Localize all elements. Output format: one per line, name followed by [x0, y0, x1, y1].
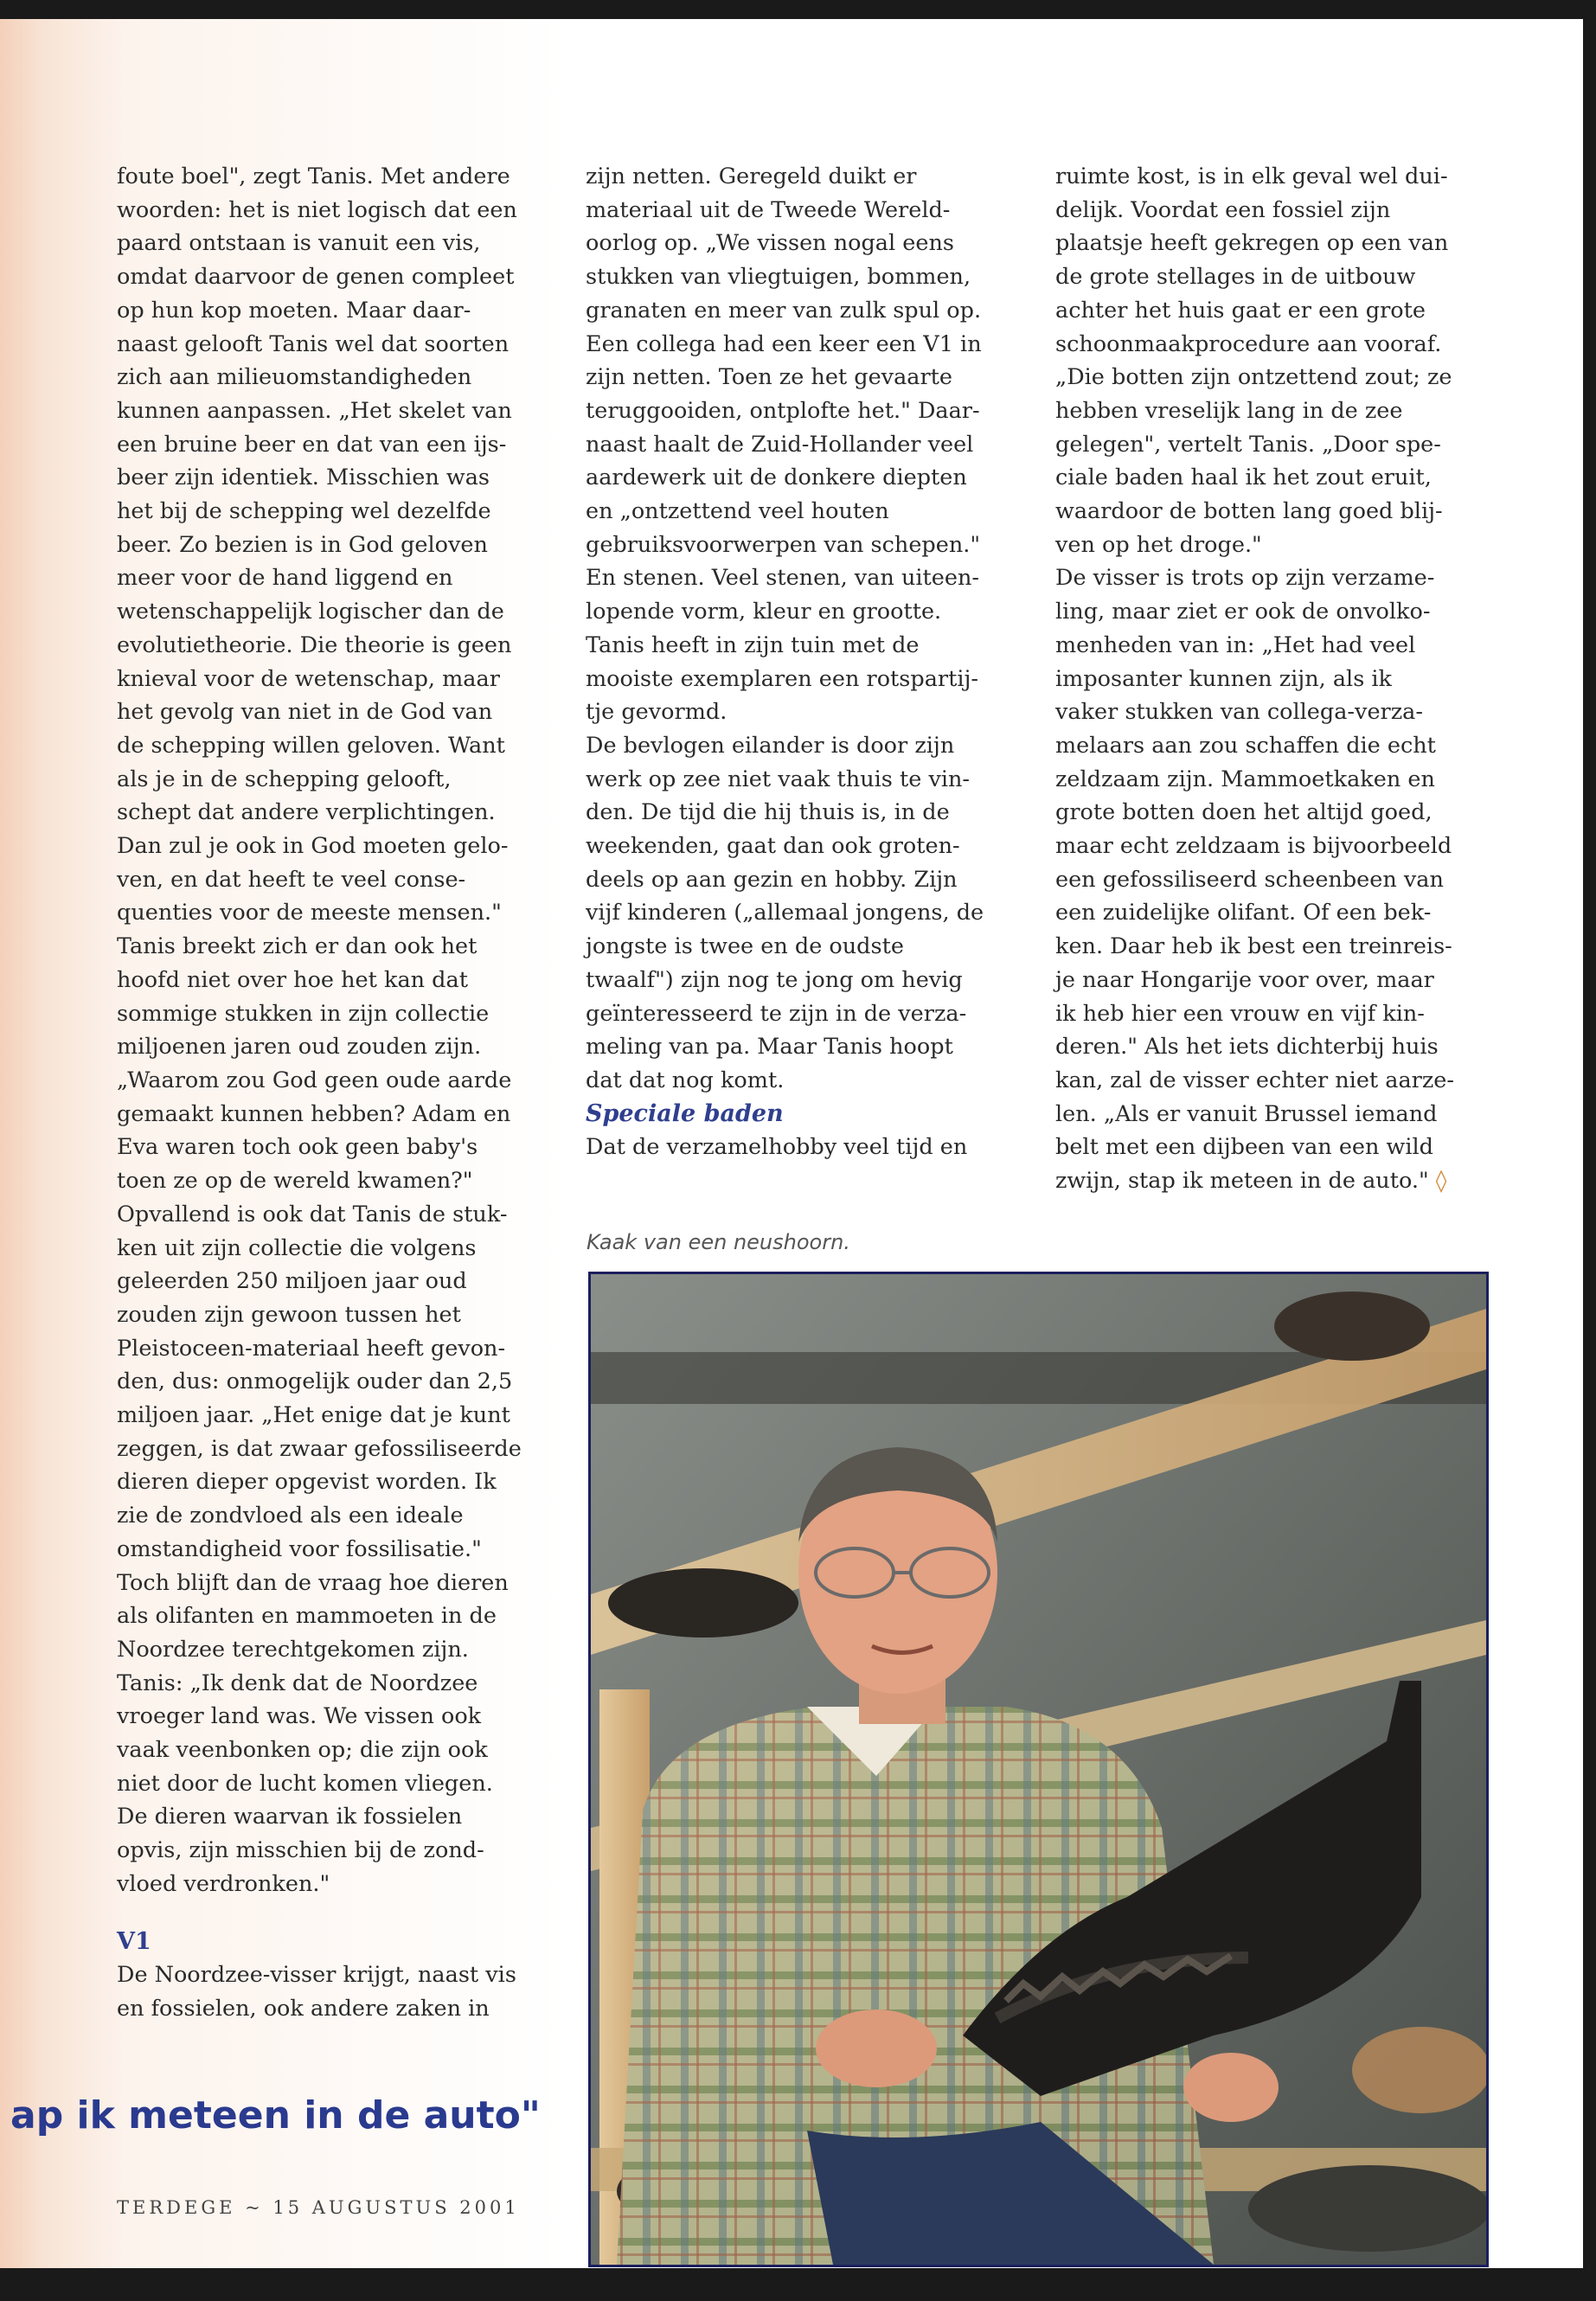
text-line: Tanis breekt zich er dan ook het [117, 933, 478, 960]
text-line: plaatsje heeft gekregen op een van [1055, 230, 1449, 257]
text-line: Opvallend is ook dat Tanis de stuk- [117, 1201, 508, 1227]
text-line: lopende vorm, kleur en grootte. [586, 599, 942, 625]
text-line: als je in de schepping gelooft, [117, 766, 452, 792]
text-line: imposanter kunnen zijn, als ik [1055, 665, 1392, 692]
article-column-1 [117, 160, 549, 2026]
text-line: het bij de schepping wel dezelfde [117, 498, 491, 525]
text-line: aardewerk uit de donkere diepten [586, 465, 967, 491]
text-line: wetenschappelijk logischer dan de [117, 599, 504, 625]
text-line: de grote stellages in de uitbouw [1055, 264, 1416, 291]
text-line: weekenden, gaat dan ook groten- [586, 833, 960, 860]
text-line: foute boel", zegt Tanis. Met andere [117, 163, 510, 189]
text-line: den, dus: onmogelijk ouder dan 2,5 [117, 1368, 513, 1395]
text-line: len. „Als er vanuit Brussel iemand [1055, 1100, 1438, 1127]
photo-fisherman-with-jaw [588, 1272, 1489, 2267]
text-line: sommige stukken in zijn collectie [117, 1000, 490, 1027]
text-line: twaalf") zijn nog te jong om hevig [586, 966, 963, 993]
text-line-last [1055, 1164, 1497, 1198]
text-line: Dan zul je ook in God moeten gelo- [117, 833, 509, 860]
text-line: hoofd niet over hoe het kan dat [117, 966, 468, 993]
text-line: vaak veenbonken op; die zijn ook [117, 1737, 488, 1764]
text-line: naast haalt de Zuid-Hollander veel [586, 431, 974, 458]
text-line: Noordzee terechtgekomen zijn. [117, 1636, 469, 1663]
text-line: De dieren waarvan ik fossielen [117, 1804, 463, 1830]
text-line: stukken van vliegtuigen, bommen, [586, 264, 971, 291]
text-line: Tanis heeft in zijn tuin met de [586, 631, 920, 658]
text-line: miljoen jaar. „Het enige dat je kunt [117, 1402, 510, 1429]
text-line: schept dat andere verplichtingen. [117, 799, 496, 826]
text-line: waardoor de botten lang goed blij- [1055, 498, 1443, 525]
text-line: geleerden 250 miljoen jaar oud [117, 1268, 467, 1295]
text-line: ik heb hier een vrouw en vijf kin- [1055, 1000, 1425, 1027]
text-line: op hun kop moeten. Maar daar- [117, 297, 471, 324]
text-line: beer. Zo bezien is in God geloven [117, 531, 488, 558]
text-line: beer zijn identiek. Misschien was [117, 465, 490, 491]
text-line: tje gevormd. [586, 699, 727, 726]
text-line: schoonmaakprocedure aan vooraf. [1055, 330, 1442, 357]
text-line: een gefossiliseerd scheenbeen van [1055, 866, 1444, 893]
text-line: gemaakt kunnen hebben? Adam en [117, 1100, 511, 1127]
text-line: Pleistoceen-materiaal heeft gevon- [117, 1335, 506, 1362]
text-line: Tanis: „Ik denk dat de Noordzee [117, 1670, 478, 1696]
text-line: deels op aan gezin en hobby. Zijn [586, 866, 958, 893]
right-hand [1183, 2053, 1279, 2122]
text-line: en fossielen, ook andere zaken in [117, 1995, 490, 2022]
text-line: vijf kinderen („allemaal jongens, de [586, 900, 984, 926]
text-line: knieval voor de wetenschap, maar [117, 665, 500, 692]
text-line: zouden zijn gewoon tussen het [117, 1301, 461, 1328]
text-line: quenties voor de meeste mensen." [117, 900, 502, 926]
last-line-text: zwijn, stap ik meteen in de auto." [1055, 1168, 1429, 1195]
text-line: ken uit zijn collectie die volgens [117, 1234, 477, 1261]
text-line: De visser is trots op zijn verzame- [1055, 565, 1435, 592]
text-line: vroeger land was. We vissen ook [117, 1703, 482, 1730]
text-line: werk op zee niet vaak thuis te vin- [586, 766, 971, 792]
text-line: dat dat nog komt. [586, 1067, 785, 1093]
text-line: granaten en meer van zulk spul op. [586, 297, 982, 324]
photo-caption: Kaak van een neushoorn. [586, 1230, 850, 1254]
text-line: achter het huis gaat er een grote [1055, 297, 1426, 324]
text-line: maar echt zeldzaam is bijvoorbeeld [1055, 833, 1452, 860]
text-line: Toch blijft dan de vraag hoe dieren [117, 1569, 509, 1596]
column-1-body [117, 160, 549, 1901]
text-line: ven op het droge." [1055, 531, 1262, 558]
text-line: toen ze op de wereld kwamen?" [117, 1168, 473, 1195]
text-line: oorlog op. „We vissen nogal eens [586, 230, 954, 257]
article-column-3 [1055, 160, 1497, 1198]
text-line: een zuidelijke olifant. Of een bek- [1055, 900, 1432, 926]
text-line: Dat de verzamelhobby veel tijd en [586, 1134, 968, 1161]
text-line: ken. Daar heb ik best een treinreis- [1055, 933, 1452, 960]
section-heading-v1: V1 [117, 1927, 151, 1955]
text-line: niet door de lucht komen vliegen. [117, 1770, 493, 1797]
text-line: het gevolg van niet in de God van [117, 699, 493, 726]
text-line: evolutietheorie. Die theorie is geen [117, 631, 512, 658]
magazine-page [0, 19, 1583, 2268]
text-line: opvis, zijn misschien bij de zond- [117, 1837, 484, 1864]
text-line: belt met een dijbeen van een wild [1055, 1134, 1433, 1161]
text-line: en „ontzettend veel houten [586, 498, 889, 525]
text-line: hebben vreselijk lang in de zee [1055, 397, 1403, 424]
text-line: een bruine beer en dat van een ijs- [117, 431, 507, 458]
text-line: ruimte kost, is in elk geval wel dui- [1055, 163, 1448, 189]
text-line: ven, en dat heeft te veel conse- [117, 866, 466, 893]
text-line: meer voor de hand liggend en [117, 565, 453, 592]
text-line: paard ontstaan is vanuit een vis, [117, 230, 481, 257]
text-line: mooiste exemplaren een rotspartij- [586, 665, 979, 692]
text-line: teruggooiden, ontplofte het." Daar- [586, 397, 980, 424]
text-line: als olifanten en mammoeten in de [117, 1603, 497, 1630]
text-line: zeggen, is dat zwaar gefossiliseerde [117, 1435, 522, 1462]
text-line: meling van pa. Maar Tanis hoopt [586, 1034, 953, 1061]
text-line: dieren dieper opgevist worden. Ik [117, 1469, 497, 1496]
text-line: melaars aan zou schaffen die echt [1055, 732, 1436, 759]
text-line: Een collega had een keer een V1 in [586, 330, 982, 357]
text-line: vaker stukken van collega-verza- [1055, 699, 1423, 726]
text-line: geïnteresseerd te zijn in de verza- [586, 1000, 967, 1027]
column-2-body [586, 160, 1018, 1098]
article-column-2 [586, 160, 1018, 1164]
text-line: ciale baden haal ik het zout eruit, [1055, 465, 1432, 491]
text-line: zich aan milieuomstandigheden [117, 364, 472, 391]
text-line: materiaal uit de Tweede Wereld- [586, 196, 951, 223]
text-line: woorden: het is niet logisch dat een [117, 196, 517, 223]
text-line: de schepping willen geloven. Want [117, 732, 505, 759]
text-line: zijn netten. Geregeld duikt er [586, 163, 917, 189]
text-line: „Die botten zijn ontzettend zout; ze [1055, 364, 1452, 391]
text-line: zie de zondvloed als een ideale [117, 1503, 464, 1529]
text-line: kan, zal de visser echter niet aarze- [1055, 1067, 1455, 1093]
text-line: ling, maar ziet er ook de onvolko- [1055, 599, 1431, 625]
text-line: deren." Als het iets dichterbij huis [1055, 1034, 1439, 1061]
text-line: En stenen. Veel stenen, van uiteen- [586, 565, 979, 592]
text-line: zeldzaam zijn. Mammoetkaken en [1055, 766, 1435, 792]
text-line: naast gelooft Tanis wel dat soorten [117, 330, 510, 357]
pull-quote: ap ik meteen in de auto" [10, 2093, 541, 2138]
text-line: miljoenen jaren oud zouden zijn. [117, 1034, 482, 1061]
page-footer: TERDEGE ~ 15 AUGUSTUS 2001 [117, 2197, 520, 2218]
text-line: omstandigheid voor fossilisatie." [117, 1535, 482, 1562]
text-line: zijn netten. Toen ze het gevaarte [586, 364, 953, 391]
section-heading-speciale-baden: Speciale baden [586, 1099, 784, 1127]
text-line: jongste is twee en de oudste [586, 933, 904, 960]
text-line: den. De tijd die hij thuis is, in de [586, 799, 950, 826]
text-line: grote botten doen het altijd goed, [1055, 799, 1433, 826]
end-mark-icon: ◊ [1435, 1168, 1447, 1195]
text-line: „Waarom zou God geen oude aarde [117, 1067, 512, 1093]
text-line: menheden van in: „Het had veel [1055, 631, 1416, 658]
text-line: je naar Hongarije voor over, maar [1055, 966, 1434, 993]
text-line: gelegen", vertelt Tanis. „Door spe- [1055, 431, 1441, 458]
left-hand [816, 2009, 937, 2087]
text-line: delijk. Voordat een fossiel zijn [1055, 196, 1391, 223]
text-line: omdat daarvoor de genen compleet [117, 264, 515, 291]
text-line: gebruiksvoorwerpen van schepen." [586, 531, 981, 558]
text-line: vloed verdronken." [117, 1870, 330, 1897]
text-line: De bevlogen eilander is door zijn [586, 732, 955, 759]
text-line: kunnen aanpassen. „Het skelet van [117, 397, 512, 424]
text-line: De Noordzee-visser krijgt, naast vis [117, 1962, 516, 1989]
text-line: Eva waren toch ook geen baby's [117, 1134, 478, 1161]
